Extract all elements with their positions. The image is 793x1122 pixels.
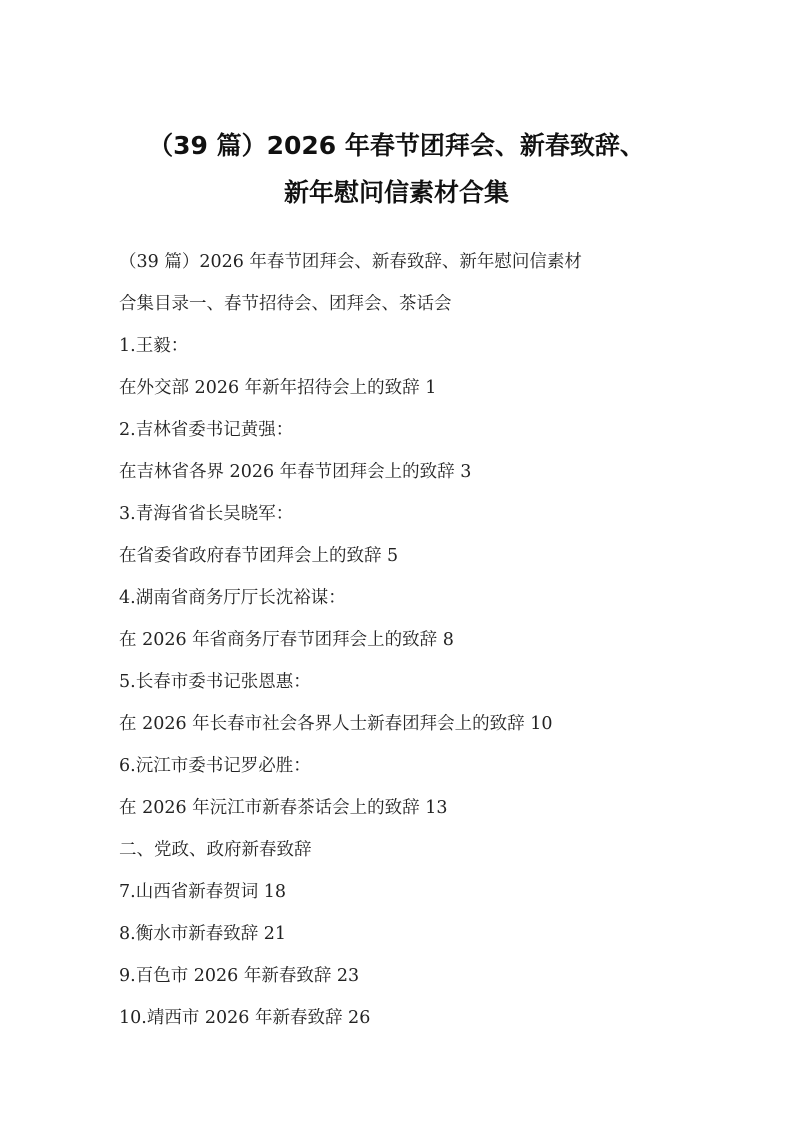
toc-line: 在外交部 2026 年新年招待会上的致辞 1 — [119, 378, 437, 398]
toc-line: 在 2026 年长春市社会各界人士新春团拜会上的致辞 10 — [119, 714, 553, 734]
intro-line-2: 合集目录一、春节招待会、团拜会、茶话会 — [119, 294, 452, 314]
toc-line: 在吉林省各界 2026 年春节团拜会上的致辞 3 — [119, 462, 472, 482]
toc-line: 3.青海省省长吴晓军： — [119, 504, 294, 524]
toc-line: 8.衡水市新春致辞 21 — [119, 924, 287, 944]
intro-line-1: （39 篇）2026 年春节团拜会、新春致辞、新年慰问信素材 — [119, 252, 582, 272]
toc-line: 在省委省政府春节团拜会上的致辞 5 — [119, 546, 399, 566]
document-title-line-1: （39 篇）2026 年春节团拜会、新春致辞、 — [148, 131, 645, 160]
toc-line: 5.长春市委书记张恩惠： — [119, 672, 311, 692]
document-body — [119, 247, 719, 1045]
toc-line: 7.山西省新春贺词 18 — [119, 882, 287, 902]
toc-line: 在 2026 年沅江市新春茶话会上的致辞 13 — [119, 798, 448, 818]
document-title-line-2: 新年慰问信素材合集 — [283, 178, 509, 207]
toc-line: 10.靖西市 2026 年新春致辞 26 — [119, 1008, 371, 1028]
toc-line: 1.王毅： — [119, 336, 189, 356]
toc-section-heading: 二、党政、政府新春致辞 — [119, 840, 312, 860]
toc-line: 2.吉林省委书记黄强： — [119, 420, 294, 440]
toc-line: 在 2026 年省商务厅春节团拜会上的致辞 8 — [119, 630, 454, 650]
toc-line: 6.沅江市委书记罗必胜： — [119, 756, 311, 776]
toc-line: 9.百色市 2026 年新春致辞 23 — [119, 966, 360, 986]
toc-line: 4.湖南省商务厅厅长沈裕谋： — [119, 588, 346, 608]
